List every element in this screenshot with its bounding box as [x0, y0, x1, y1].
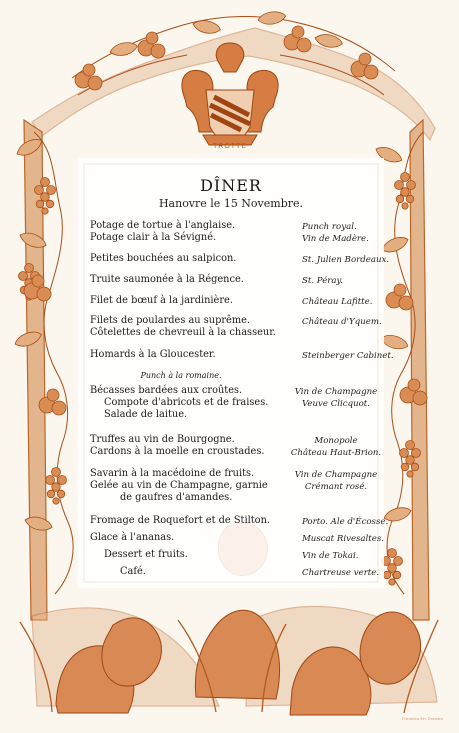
- wine-dessert-4: Chartreuse verte.: [302, 568, 380, 578]
- dish-soup-1: Potage de tortue à l'anglaise.: [90, 220, 236, 231]
- wine-homards: Steinberger Cabinet.: [302, 351, 394, 361]
- menu-card: [78, 158, 394, 588]
- wine-savarin-2: Crémant rosé.: [304, 482, 368, 492]
- dish-poulardes-2: Côtelettes de chevreuil à la chasseur.: [90, 327, 276, 338]
- wine-dessert-3: Vin de Tokai.: [302, 551, 359, 561]
- dish-bouchees: Petites bouchées au salpicon.: [90, 253, 237, 264]
- wine-becasses-1: Vin de Champagne: [294, 387, 378, 397]
- dish-becasses-3: Salade de laitue.: [104, 409, 188, 420]
- dish-savarin-2: Gelée au vin de Champagne, garnie: [90, 480, 268, 491]
- wine-becasses-2: Veuve Clicquot.: [302, 399, 370, 409]
- wine-truffes-2: Château Haut-Brion.: [290, 448, 382, 458]
- crest-motto: TROTTE: [213, 143, 247, 150]
- dish-savarin-3: de gaufres d'amandes.: [120, 492, 233, 503]
- wine-soup-2: Vin de Madère.: [302, 234, 369, 244]
- wine-poulardes: Château d'Yquem.: [302, 317, 382, 327]
- wine-bouchees: St. Julien Bordeaux.: [302, 255, 390, 265]
- dish-dessert-4: Café.: [120, 566, 146, 577]
- dish-dessert-3: Dessert et fruits.: [104, 549, 188, 560]
- dish-dessert-2: Glace à l'ananas.: [90, 532, 175, 543]
- wine-soup-1: Punch royal.: [302, 222, 357, 232]
- dish-truffes-2: Cardons à la moelle en croustades.: [90, 446, 265, 457]
- dish-poulardes-1: Filets de poulardes au suprême.: [90, 315, 251, 326]
- dish-savarin-1: Savarin à la macédoine de fruits.: [90, 468, 255, 479]
- wine-dessert-2: Muscat Rivesaltes.: [302, 534, 384, 544]
- printer-credit: Friedrichs lith. Dresden: [401, 716, 443, 721]
- dish-dessert-1: Fromage de Roquefort et de Stilton.: [90, 515, 270, 526]
- menu-title: DÎNER: [200, 176, 262, 195]
- wine-boeuf: Château Lafitte.: [302, 297, 373, 307]
- wine-truffes-1: Monopole: [314, 436, 358, 446]
- dish-soup-2: Potage clair à la Sévigné.: [90, 232, 217, 243]
- dish-homards: Homards à la Gloucester.: [90, 349, 216, 360]
- dish-becasses-2: Compote d'abricots et de fraises.: [104, 397, 269, 408]
- dish-truite: Truite saumonée à la Régence.: [90, 274, 244, 285]
- interlude: Punch à la romaine.: [140, 371, 222, 380]
- dish-boeuf: Filet de bœuf à la jardinière.: [90, 295, 233, 306]
- wine-truite: St. Péray.: [302, 276, 343, 286]
- dish-becasses-1: Bécasses bardées aux croûtes.: [90, 385, 243, 396]
- wine-savarin-1: Vin de Champagne: [294, 470, 378, 480]
- menu-date: Hanovre le 15 Novembre.: [158, 197, 304, 210]
- dish-truffes-1: Truffes au vin de Bourgogne.: [90, 434, 235, 445]
- wine-dessert-1: Porto. Ale d'Écosse.: [302, 517, 389, 527]
